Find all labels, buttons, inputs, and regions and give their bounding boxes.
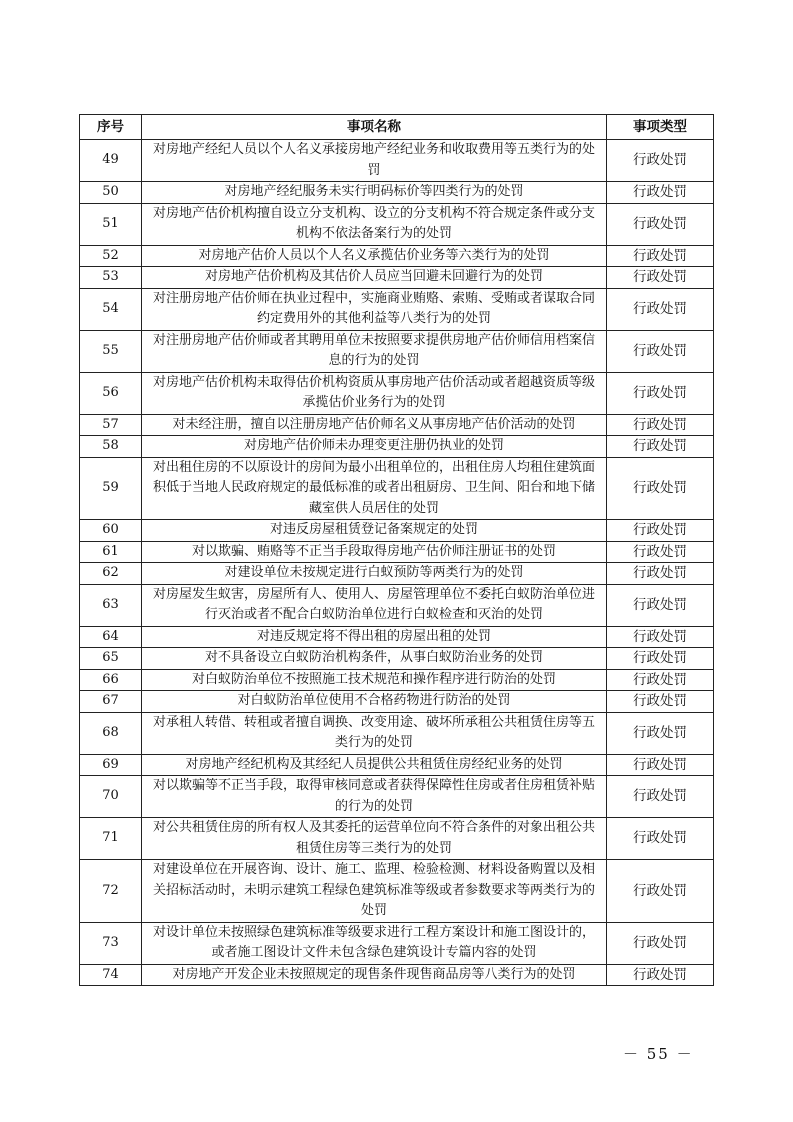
item-name-cell: 对公共租赁住房的所有权人及其委托的运营单位向不符合条件的对象出租公共租赁住房等三类行为的处罚 xyxy=(142,818,607,860)
item-type-cell: 行政处罚 xyxy=(607,626,714,648)
table-row xyxy=(80,245,714,267)
table-row xyxy=(80,922,714,964)
serial-number-cell: 72 xyxy=(80,860,142,923)
item-name-cell: 对违反房屋租赁登记备案规定的处罚 xyxy=(142,520,607,542)
serial-number-cell: 65 xyxy=(80,648,142,670)
table-row xyxy=(80,372,714,414)
item-type-cell: 行政处罚 xyxy=(607,520,714,542)
item-name-cell: 对违反规定将不得出租的房屋出租的处罚 xyxy=(142,626,607,648)
serial-number-cell: 52 xyxy=(80,245,142,267)
table-row xyxy=(80,267,714,289)
item-type-cell: 行政处罚 xyxy=(607,964,714,986)
item-type-cell: 行政处罚 xyxy=(607,182,714,204)
item-type-cell: 行政处罚 xyxy=(607,245,714,267)
item-name-cell: 对房地产估价人员以个人名义承揽估价业务等六类行为的处罚 xyxy=(142,245,607,267)
serial-number-cell: 49 xyxy=(80,140,142,182)
serial-number-cell: 74 xyxy=(80,964,142,986)
item-name-cell: 对注册房地产估价师在执业过程中，实施商业贿赂、索贿、受贿或者谋取合同约定费用外的其他利益等八类行为的处罚 xyxy=(142,288,607,330)
item-name-cell: 对设计单位未按照绿色建筑标准等级要求进行工程方案设计和施工图设计的，或者施工图设计文件未包含绿色建筑设计专篇内容的处罚 xyxy=(142,922,607,964)
item-type-cell: 行政处罚 xyxy=(607,203,714,245)
table-row xyxy=(80,754,714,776)
serial-number-cell: 67 xyxy=(80,691,142,713)
header-item-type: 事项类型 xyxy=(607,115,714,140)
table-row xyxy=(80,648,714,670)
table-row xyxy=(80,288,714,330)
item-name-cell: 对房地产开发企业未按照规定的现售条件现售商品房等八类行为的处罚 xyxy=(142,964,607,986)
serial-number-cell: 62 xyxy=(80,563,142,585)
table-row xyxy=(80,691,714,713)
item-type-cell: 行政处罚 xyxy=(607,414,714,436)
serial-number-cell: 70 xyxy=(80,776,142,818)
item-name-cell: 对房地产经纪服务未实行明码标价等四类行为的处罚 xyxy=(142,182,607,204)
item-type-cell: 行政处罚 xyxy=(607,541,714,563)
item-type-cell: 行政处罚 xyxy=(607,584,714,626)
serial-number-cell: 66 xyxy=(80,669,142,691)
serial-number-cell: 50 xyxy=(80,182,142,204)
table-row xyxy=(80,140,714,182)
serial-number-cell: 58 xyxy=(80,436,142,458)
item-type-cell: 行政处罚 xyxy=(607,372,714,414)
item-name-cell: 对房地产估价机构擅自设立分支机构、设立的分支机构不符合规定条件或分支机构不依法备案行为的处罚 xyxy=(142,203,607,245)
table-row xyxy=(80,436,714,458)
table-row xyxy=(80,330,714,372)
item-name-cell: 对房屋发生蚁害，房屋所有人、使用人、房屋管理单位不委托白蚁防治单位进行灭治或者不配合白蚁防治单位进行白蚁检查和灭治的处罚 xyxy=(142,584,607,626)
item-type-cell: 行政处罚 xyxy=(607,457,714,520)
table-row xyxy=(80,457,714,520)
table-row xyxy=(80,203,714,245)
item-type-cell: 行政处罚 xyxy=(607,648,714,670)
table-row xyxy=(80,712,714,754)
serial-number-cell: 57 xyxy=(80,414,142,436)
item-type-cell: 行政处罚 xyxy=(607,436,714,458)
item-type-cell: 行政处罚 xyxy=(607,860,714,923)
serial-number-cell: 71 xyxy=(80,818,142,860)
page-number: － 55 － xyxy=(623,1045,694,1063)
item-name-cell: 对房地产估价师未办理变更注册仍执业的处罚 xyxy=(142,436,607,458)
item-name-cell: 对以欺骗、贿赂等不正当手段取得房地产估价师注册证书的处罚 xyxy=(142,541,607,563)
item-name-cell: 对白蚁防治单位使用不合格药物进行防治的处罚 xyxy=(142,691,607,713)
serial-number-cell: 61 xyxy=(80,541,142,563)
item-type-cell: 行政处罚 xyxy=(607,712,714,754)
item-type-cell: 行政处罚 xyxy=(607,669,714,691)
item-type-cell: 行政处罚 xyxy=(607,691,714,713)
serial-number-cell: 69 xyxy=(80,754,142,776)
item-type-cell: 行政处罚 xyxy=(607,330,714,372)
table-row xyxy=(80,776,714,818)
serial-number-cell: 54 xyxy=(80,288,142,330)
item-type-cell: 行政处罚 xyxy=(607,922,714,964)
serial-number-cell: 51 xyxy=(80,203,142,245)
item-type-cell: 行政处罚 xyxy=(607,267,714,289)
item-type-cell: 行政处罚 xyxy=(607,140,714,182)
table-row xyxy=(80,584,714,626)
header-serial-number: 序号 xyxy=(80,115,142,140)
table-row xyxy=(80,964,714,986)
serial-number-cell: 64 xyxy=(80,626,142,648)
item-type-cell: 行政处罚 xyxy=(607,776,714,818)
serial-number-cell: 63 xyxy=(80,584,142,626)
header-item-name: 事项名称 xyxy=(142,115,607,140)
table-row xyxy=(80,563,714,585)
serial-number-cell: 55 xyxy=(80,330,142,372)
serial-number-cell: 60 xyxy=(80,520,142,542)
item-type-cell: 行政处罚 xyxy=(607,754,714,776)
item-name-cell: 对未经注册，擅自以注册房地产估价师名义从事房地产估价活动的处罚 xyxy=(142,414,607,436)
table-header-row xyxy=(80,115,714,140)
item-name-cell: 对注册房地产估价师或者其聘用单位未按照要求提供房地产估价师信用档案信息的行为的处罚 xyxy=(142,330,607,372)
table-row xyxy=(80,860,714,923)
item-type-cell: 行政处罚 xyxy=(607,563,714,585)
serial-number-cell: 73 xyxy=(80,922,142,964)
item-name-cell: 对建设单位未按规定进行白蚁预防等两类行为的处罚 xyxy=(142,563,607,585)
item-name-cell: 对不具备设立白蚁防治机构条件，从事白蚁防治业务的处罚 xyxy=(142,648,607,670)
item-name-cell: 对房地产估价机构未取得估价机构资质从事房地产估价活动或者超越资质等级承揽估价业务行为的处罚 xyxy=(142,372,607,414)
item-name-cell: 对建设单位在开展咨询、设计、施工、监理、检验检测、材料设备购置以及相关招标活动时，未明示建筑工程绿色建筑标准等级或者参数要求等两类行为的处罚 xyxy=(142,860,607,923)
table-row xyxy=(80,520,714,542)
table-row xyxy=(80,626,714,648)
item-name-cell: 对出租住房的不以原设计的房间为最小出租单位的，出租住房人均租住建筑面积低于当地人民政府规定的最低标准的或者出租厨房、卫生间、阳台和地下储藏室供人员居住的处罚 xyxy=(142,457,607,520)
item-type-cell: 行政处罚 xyxy=(607,288,714,330)
item-name-cell: 对以欺骗等不正当手段，取得审核同意或者获得保障性住房或者住房租赁补贴的行为的处罚 xyxy=(142,776,607,818)
table-row xyxy=(80,182,714,204)
item-name-cell: 对房地产经纪机构及其经纪人员提供公共租赁住房经纪业务的处罚 xyxy=(142,754,607,776)
table-row xyxy=(80,669,714,691)
table-row xyxy=(80,414,714,436)
item-name-cell: 对房地产估价机构及其估价人员应当回避未回避行为的处罚 xyxy=(142,267,607,289)
table-row xyxy=(80,818,714,860)
table-row xyxy=(80,541,714,563)
items-table xyxy=(79,114,714,986)
item-name-cell: 对承租人转借、转租或者擅自调换、改变用途、破坏所承租公共租赁住房等五类行为的处罚 xyxy=(142,712,607,754)
item-name-cell: 对房地产经纪人员以个人名义承接房地产经纪业务和收取费用等五类行为的处罚 xyxy=(142,140,607,182)
serial-number-cell: 56 xyxy=(80,372,142,414)
serial-number-cell: 68 xyxy=(80,712,142,754)
serial-number-cell: 59 xyxy=(80,457,142,520)
item-type-cell: 行政处罚 xyxy=(607,818,714,860)
item-name-cell: 对白蚁防治单位不按照施工技术规范和操作程序进行防治的处罚 xyxy=(142,669,607,691)
serial-number-cell: 53 xyxy=(80,267,142,289)
